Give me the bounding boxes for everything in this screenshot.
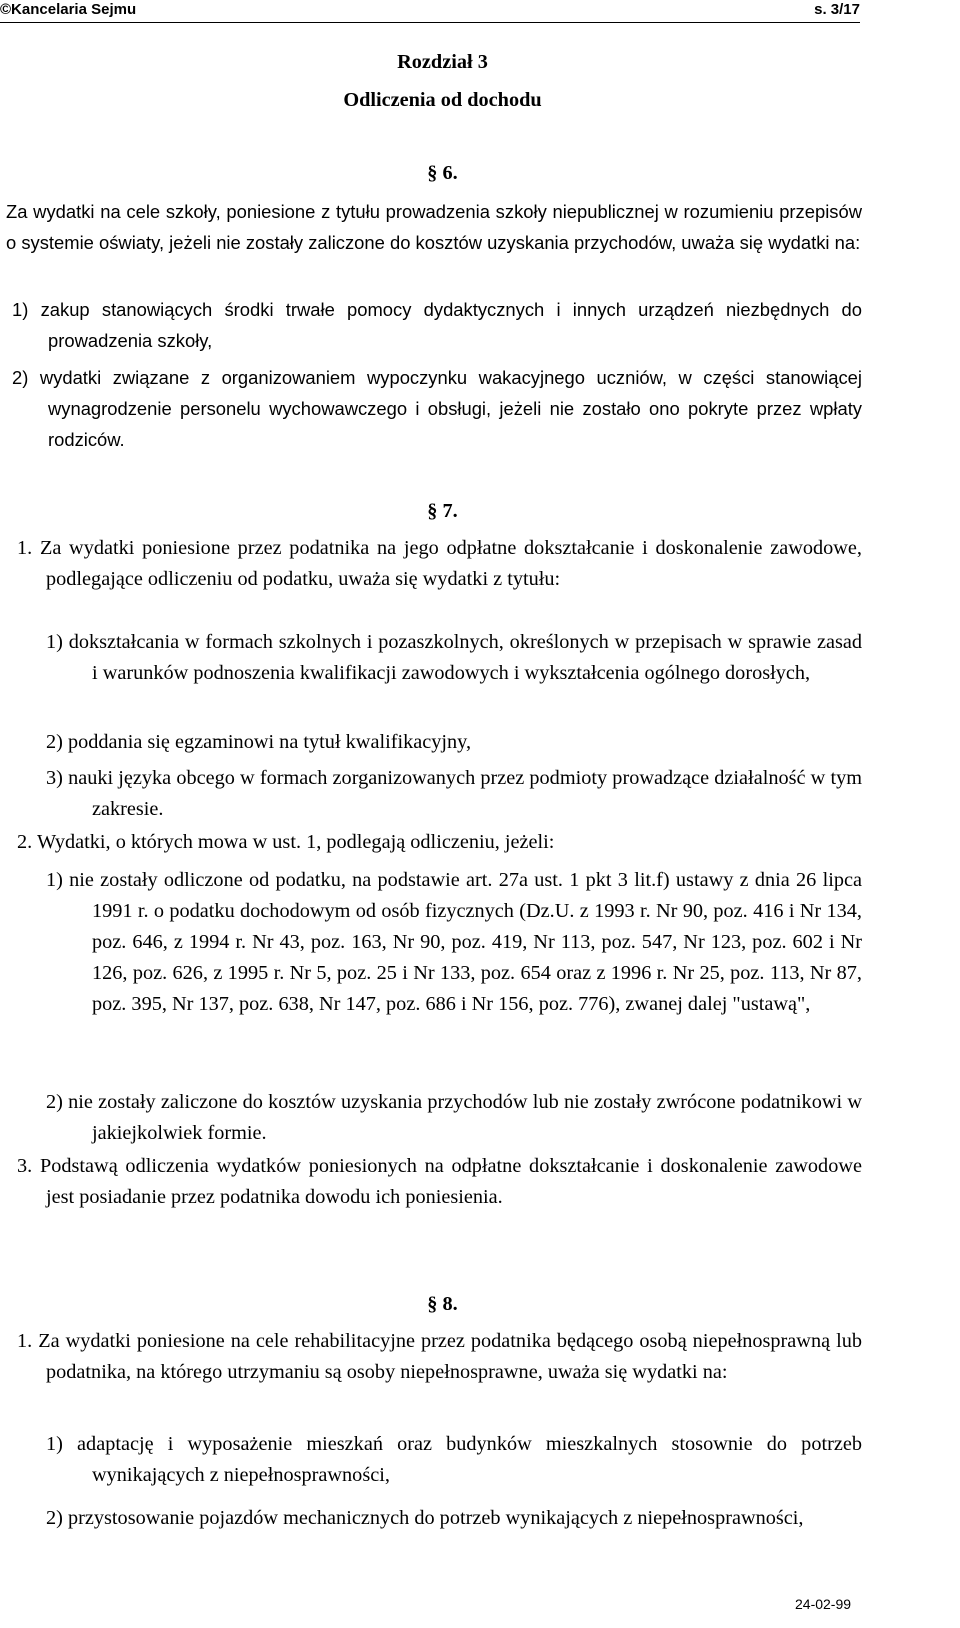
section-6-item-1 (12, 294, 862, 356)
page-header (0, 0, 860, 23)
chapter-number: Rozdział 3 (397, 51, 488, 73)
item-text: przystosowanie pojazdów mechanicznych do potrzeb wynikających z niepełnosprawności, (67, 1507, 804, 1529)
para-number: 2. (17, 831, 33, 853)
section-7-para-2-item-1 (46, 865, 862, 1020)
chapter-title: Odliczenia od dochodu (343, 89, 542, 111)
item-number: 2) (12, 367, 29, 388)
section-7-para-1-item-1 (46, 627, 862, 689)
section-8-para-1 (17, 1326, 862, 1388)
copyright-label: ©Kancelaria Sejmu (0, 1, 137, 18)
para-text: Za wydatki poniesione przez podatnika na jego odpłatne dokształcanie i doskonalenie zawodowe, podlegające odliczeniu od podatku, uważa się wydatki z tytułu: (39, 537, 862, 590)
section-7-para-1 (17, 533, 862, 595)
item-text: poddania się egzaminowi na tytuł kwalifikacyjny, (67, 731, 472, 753)
item-text: nauki języka obcego w formach zorganizowanych przez podmioty prowadzące działalność w tym zakresie. (68, 767, 862, 820)
section-6-item-2 (12, 362, 862, 455)
para-text: Podstawą odliczenia wydatków poniesionych na odpłatne dokształcanie i doskonalenie zawodowe jest posiadanie przez podatnika dowodu ich poniesienia. (39, 1155, 862, 1208)
footer-date: 24-02-99 (795, 1596, 852, 1612)
section-7-para-1-item-3 (46, 763, 862, 825)
section-7-para-3 (17, 1151, 862, 1213)
section-6-heading: § 6. (427, 162, 458, 184)
item-text: nie zostały zaliczone do kosztów uzyskania przychodów lub nie zostały zwrócone podatnikowi w jakiejkolwiek formie. (68, 1091, 862, 1144)
page-number: s. 3/17 (814, 1, 860, 18)
para-number: 1. (17, 1330, 33, 1352)
item-number: 2) (46, 1507, 63, 1529)
item-number: 1) (46, 869, 63, 891)
section-7-para-2-item-2 (46, 1087, 862, 1149)
item-text: zakup stanowiących środki trwałe pomocy dydaktycznych i innych urządzeń niezbędnych do prowadzenia szkoły, (40, 299, 862, 351)
section-8-para-1-item-1 (46, 1429, 862, 1491)
item-text: dokształcania w formach szkolnych i pozaszkolnych, określonych w przepisach w sprawie zasad i warunków podnoszenia kwalifikacji zawodowych i wykształcenia ogólnego dorosłych, (68, 631, 862, 684)
para-text: Wydatki, o których mowa w ust. 1, podlegają odliczeniu, jeżeli: (36, 831, 555, 853)
section-7-para-1-item-2 (46, 727, 862, 758)
item-text: wydatki związane z organizowaniem wypoczynku wakacyjnego uczniów, w części stanowiącej wynagrodzenie personelu wychowawczego i obsługi, jeżeli nie zostało ono pokryte przez wpłaty rodziców. (39, 367, 862, 450)
item-number: 1) (12, 299, 29, 320)
section-8-heading: § 8. (427, 1293, 458, 1315)
item-text: nie zostały odliczone od podatku, na podstawie art. 27a ust. 1 pkt 3 lit.f) ustawy z dnia 26 lipca 1991 r. o podatku dochodowym od osób fizycznych (Dz.U. z 1993 r. Nr 90, poz. 416 i Nr 134, poz. 646, z 1994 r. Nr 43, poz. 163, Nr 90, poz. 419, Nr 113, poz. 547, Nr 123, poz. 602 i Nr 126, poz. 626, z 1995 r. Nr 5, poz. 25 i Nr 133, poz. 654 oraz z 1996 r. Nr 25, poz. 113, Nr 87, poz. 395, Nr 137, poz. 638, Nr 147, poz. 686 i Nr 156, poz. 776), zwanej dalej "ustawą", (69, 869, 862, 1015)
para-text: Za wydatki poniesione na cele rehabilitacyjne przez podatnika będącego osobą niepełnosprawną lub podatnika, na którego utrzymaniu są osoby niepełnosprawne, uważa się wydatki na: (38, 1330, 862, 1383)
item-number: 2) (46, 731, 63, 753)
para-number: 1. (17, 537, 33, 559)
para-number: 3. (17, 1155, 33, 1177)
section-7-heading: § 7. (427, 500, 458, 522)
item-number: 3) (46, 767, 63, 789)
section-6-intro: Za wydatki na cele szkoły, poniesione z tytułu prowadzenia szkoły niepublicznej w rozumieniu przepisów o systemie oświaty, jeżeli nie zostały zaliczone do kosztów uzyskania przychodów, uważa się wydatki na: (6, 201, 862, 253)
section-7-para-2 (17, 827, 862, 858)
item-number: 1) (46, 631, 63, 653)
item-number: 2) (46, 1091, 63, 1113)
section-8-para-1-item-2 (46, 1503, 862, 1534)
item-number: 1) (46, 1433, 63, 1455)
item-text: adaptację i wyposażenie mieszkań oraz budynków mieszkalnych stosownie do potrzeb wynikających z niepełnosprawności, (77, 1433, 862, 1486)
